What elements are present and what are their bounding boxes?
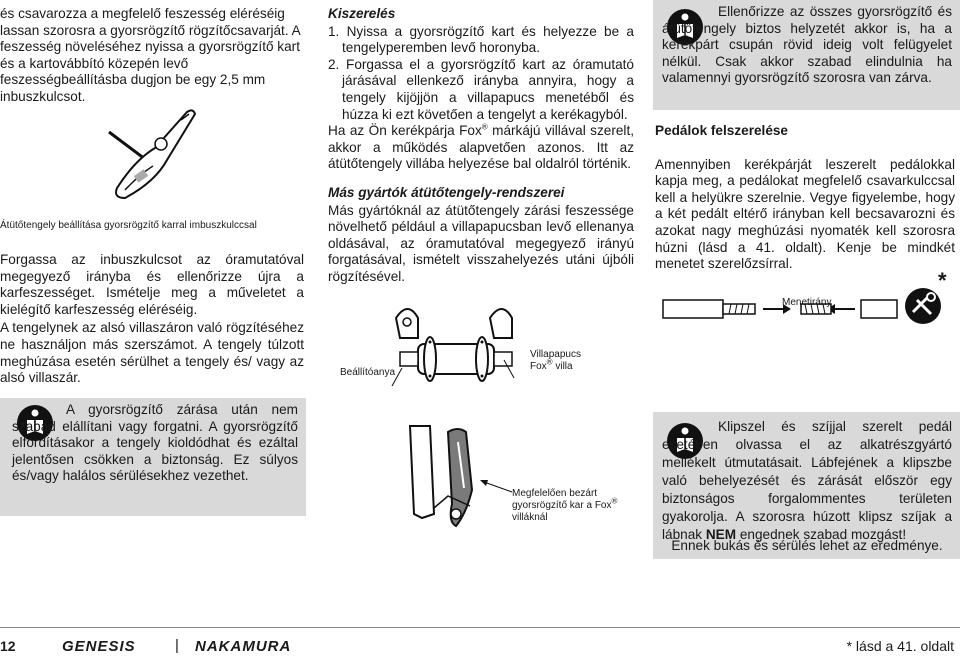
asterisk-mark: * [938, 268, 947, 293]
pedal-direction-figure [655, 280, 955, 350]
brand-logo-genesis: GENESIS [62, 638, 136, 655]
col1-intro [0, 6, 304, 106]
label-closed-lever-a: Megfelelően bezárt gyorsrögzítő kar a Fox [512, 488, 612, 511]
registered-mark: ® [481, 122, 488, 132]
label-thread-direction: Menetirány [782, 297, 832, 308]
label-closed-lever [512, 488, 630, 524]
other-systems-paragraph: Más gyártóknál az átütőtengely zárási feszessége növelhető például a villapapucsban levő ellenanya oldásával, az óramutatóval megegyező irányú forgatásával, ismételt visszahelyezés utáni újbóli rögzítésével. [328, 202, 634, 284]
col3-text [655, 123, 955, 273]
fox-text-a: Ha az Ön kerékpárja Fox [328, 123, 482, 139]
footer-reference: * lásd a 41. oldalt [846, 638, 954, 654]
fox-paragraph [328, 123, 634, 173]
pedal-note-a: Klipszel és szíjjal szerelt pedál esetében olvassa el az alkatrészgyártó mellékelt útmutatásait. Lábfejének a klipszbe való behelyezését és zárását először egy biztonságos forgalommentes területen gyakorolja. A szorosra húzott klipsz szíjak a lábnak [662, 419, 952, 542]
registered-mark-2: ® [546, 357, 553, 367]
page-number: 12 [0, 638, 16, 654]
brand-logo-nakamura: NAKAMURA [195, 638, 292, 655]
fox-lever-figure [400, 418, 510, 528]
axle-adjust-figure [95, 100, 205, 210]
warning-text-1: A gyorsrögzítő zárása után nem szabad elállítani vagy forgatni. A gyorsrögzítő elfordításakor a tengely kioldódhat és ezáltal jelentősen csökken a biztonság. Ez súlyos és/vagy halálos sérülésekhez vezethet. [12, 402, 298, 484]
intro-paragraph: és csavarozza a megfelelő feszesség eléréséig lassan szorosra a gyorsrögzítő rögzítőcsavarját. A feszesség növeléséhez nyissa a gyorsrögzítő kart és a kartovábbító közepén levő feszességbeállításba dugjon be egy 2,5 mm inbuszkulcsot. [0, 6, 300, 104]
pedal-note-last: Ennek bukás és sérülés lehet az eredménye. [671, 538, 943, 553]
registered-mark-3: ® [611, 496, 618, 506]
col2-text [328, 6, 634, 286]
fox-text-b: márkájú villával szerelt, akkor a működés alapvetően azonos. Itt az átütőtengely villába helyezése bal oldalról történik. [328, 123, 634, 172]
label-closed-lever-b: villáknál [512, 512, 548, 523]
col1-body [0, 252, 304, 387]
body-paragraph-1: Forgassa az inbuszkulcsot az óramutatóval megegyező irányba és ellenőrizze újra a karfeszességet. Ismételje meg a műveletet a kielégítő karfeszesség eléréséig. [0, 252, 304, 317]
step-1: 1. Nyissa a gyorsrögzítő kart és helyezze be a tengelyperemben levő horonyba. [328, 23, 634, 56]
label-adjust-nut: Beállítóanya [340, 367, 396, 378]
pedals-paragraph: Amennyiben kerékpárját leszerelt pedálokkal kapja meg, a pedálokat megfelelő csavarkulccsal kell a helyükre szerelnie. Vegye figyelembe, hogy a két pedált eltérő irányban kell becsavarozni és azokat nagy meghúzási nyomaték kell szorosra húzni (lásd a 41. oldalt). Kenje be mindkét menetet szerelőzsírral. [655, 156, 955, 272]
brand-separator: | [175, 637, 179, 654]
pedal-note-b: engednek szabad mozgást! [736, 527, 907, 542]
pointer-arrow [478, 476, 514, 496]
label-fox-dropout-b: Fox [530, 361, 547, 372]
footer-rule [0, 627, 960, 628]
warning-text-3 [662, 418, 952, 544]
heading-other-systems: Más gyártók átütőtengely-rendszerei [328, 184, 565, 200]
body-paragraph-2: A tengelynek az alsó villaszáron való rögzítéséhez ne használjon más szerszámot. A tengely túlzott meghúzása esetén sérülhet a tengely és/ vagy az alsó villaszár. [0, 320, 304, 386]
hub-fork-figure [378, 298, 528, 408]
label-fox-dropout-c: villa [552, 361, 573, 372]
step-2: 2. Forgassa el a gyorsrögzítő kart az óramutató járásával ellenkező irányba annyira, hogy a tengely kijöjjön a villapapucs menetéből és húzza ki ezt követően a tengelyt a kerékagyból. [328, 56, 634, 122]
label-fox-dropout-a: Villapapucs [530, 349, 581, 360]
label-fox-dropout [530, 349, 610, 373]
warning-text-2: Ellenőrizze az összes gyorsrögzítő és átütőtengely biztos helyzetét akkor is, ha a kerékpárt csupán rövid ideig volt felügyelet nélkül. Csak akkor szabad elindulnia ha valamennyi gyorsrögzítő szorosra van zárva. [662, 4, 952, 86]
pedal-note-bold: NEM [705, 527, 737, 542]
figure-caption: Átütőtengely beállítása gyorsrögzítő karral imbuszkulccsal [0, 220, 257, 231]
heading-kiszereles: Kiszerelés [328, 6, 396, 21]
heading-pedals: Pedálok felszerelése [655, 123, 788, 138]
